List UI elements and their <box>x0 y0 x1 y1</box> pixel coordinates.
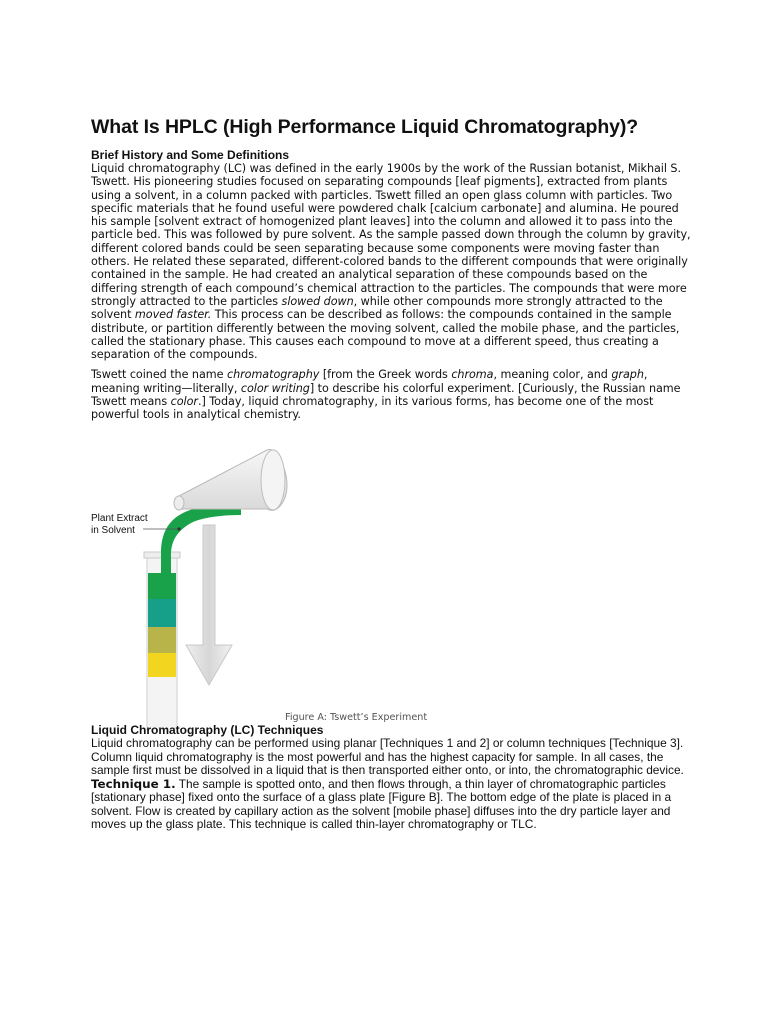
tswett-experiment-figure <box>91 445 491 730</box>
band-yellow <box>148 653 176 677</box>
history-paragraph-1: Liquid chromatography (LC) was defined in the early 1900s by the work of the Russian botanist, Mikhail S. Tswett. His pioneering studies focused on separating compounds [leaf pigments], extracted from plants using a solvent, in a column packed with particles. Tswett filled an open glass column with particles. Two specific materials that he found useful were powdered chalk [calcium carbonate] and alumina. He poured his sample [solvent extract of homogenized plant leaves] into the column and allowed it to pass into the particle bed. This was followed by pure solvent. As the sample passed down through the column by gravity, different colored bands could be seen separating because some components were moving faster than others. He related these separated, different-colored bands to the different compounds that were originally contained in the sample. He had created an analytical separation of these compounds based on the differing strength of each compound’s chemical attraction to the particles. The compounds that were more strongly attracted to the particles slowed down, while other compounds more strongly attracted to the solvent moved faster. This process can be described as follows: the compounds contained in the sample distribute, or partition differently between the moving solvent, called the mobile phase, and the particles, called the stationary phase. This causes each compound to move at a different speed, thus creating a separation of the compounds. <box>91 162 691 362</box>
history-section <box>91 148 691 422</box>
technique-1-label: Technique 1. <box>91 776 176 791</box>
lc-heading: Liquid Chromatography (LC) Techniques <box>91 723 324 737</box>
gravity-arrow <box>186 525 232 685</box>
beaker-mouth <box>261 450 285 510</box>
band-olive <box>148 627 176 653</box>
tswett-experiment-illustration <box>91 445 491 730</box>
figure-label: Plant Extract in Solvent <box>91 513 148 536</box>
technique-1-paragraph: Technique 1. The sample is spotted onto, and then flows through, a thin layer of chromatographic particles [stationary phase] fixed onto the surface of a glass plate [Figure B]. The bottom edge of the plate is placed in a solvent. Flow is created by capillary action as the solvent [mobile phase] diffuses into the dry particle layer and moves up the glass plate. This technique is called thin-layer chromatography or TLC. <box>91 776 672 831</box>
page-title: What Is HPLC (High Performance Liquid Chromatography)? <box>91 116 639 138</box>
history-heading: Brief History and Some Definitions <box>91 148 290 162</box>
figure-caption: Figure A: Tswett’s Experiment <box>285 712 428 723</box>
lc-techniques-section <box>91 723 691 832</box>
band-teal <box>148 599 176 627</box>
history-paragraph-2: Tswett coined the name chromatography [from the Greek words chroma, meaning color, and graph, meaning writing—literally, color writing] to describe his colorful experiment. [Curiously, the Russian name Tswett means color.] Today, liquid chromatography, in its various forms, has become one of the most powerful tools in analytical chemistry. <box>91 368 681 422</box>
lc-paragraph-1: Liquid chromatography can be performed using planar [Techniques 1 and 2] or column techniques [Technique 3]. Column liquid chromatography is the most powerful and has the highest capacity for sample. In all cases, the sample first must be dissolved in a liquid that is then transported either onto, or into, the chromatographic device. <box>91 736 684 777</box>
